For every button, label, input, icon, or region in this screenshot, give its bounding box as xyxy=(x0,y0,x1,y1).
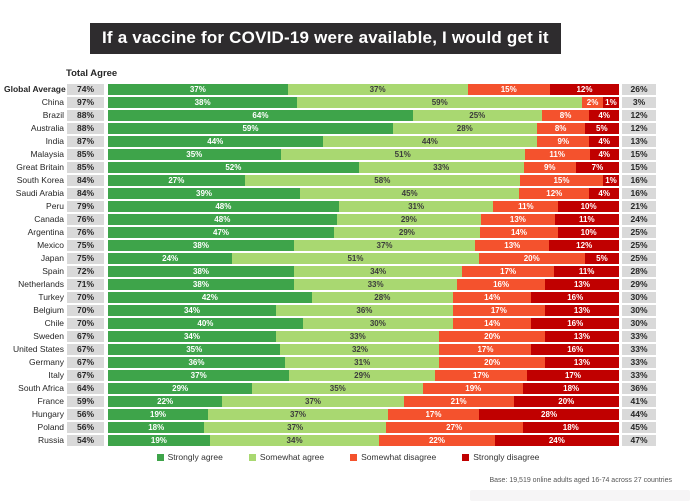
total-agree-value: 74% xyxy=(67,84,104,95)
total-disagree-value: 15% xyxy=(622,149,656,160)
chart-row xyxy=(4,123,656,134)
total-agree-value: 56% xyxy=(67,409,104,420)
total-agree-value: 59% xyxy=(67,396,104,407)
bar-segment-strongly-agree: 47% xyxy=(108,227,334,238)
total-agree-value: 56% xyxy=(67,422,104,433)
stacked-bar xyxy=(108,123,619,134)
total-disagree-value: 25% xyxy=(622,240,656,251)
stacked-bar xyxy=(108,227,619,238)
bar-segment-somewhat-agree: 58% xyxy=(245,175,520,186)
bar-segment-somewhat-agree: 36% xyxy=(276,305,453,316)
bar-segment-somewhat-disagree: 16% xyxy=(457,279,545,290)
bar-segment-strongly-agree: 39% xyxy=(108,188,300,199)
bar-segment-strongly-agree: 27% xyxy=(108,175,245,186)
total-agree-value: 84% xyxy=(67,175,104,186)
total-agree-value: 76% xyxy=(67,227,104,238)
stacked-bar xyxy=(108,409,619,420)
legend-item-strongly-agree xyxy=(157,452,223,462)
stacked-bar xyxy=(108,136,619,147)
country-label: Great Britain xyxy=(16,162,64,172)
bar-segment-somewhat-agree: 31% xyxy=(285,357,440,368)
bar-segment-somewhat-disagree: 13% xyxy=(475,240,549,251)
bar-segment-somewhat-disagree: 14% xyxy=(480,227,559,238)
bar-segment-somewhat-disagree: 12% xyxy=(519,188,589,199)
total-agree-value: 88% xyxy=(67,123,104,134)
stacked-bar xyxy=(108,435,619,446)
total-disagree-value: 33% xyxy=(622,370,656,381)
bar-segment-strongly-agree: 34% xyxy=(108,305,276,316)
bar-segment-strongly-disagree: 4% xyxy=(589,188,619,199)
bar-segment-strongly-disagree: 5% xyxy=(585,123,619,134)
total-disagree-value: 13% xyxy=(622,136,656,147)
total-disagree-value: 25% xyxy=(622,253,656,264)
bar-segment-strongly-disagree: 17% xyxy=(527,370,619,381)
stacked-bar xyxy=(108,331,619,342)
bar-segment-somewhat-agree: 32% xyxy=(280,344,439,355)
chart-row xyxy=(4,331,656,342)
bar-segment-somewhat-agree: 45% xyxy=(300,188,519,199)
base-note: Base: 19,519 online adults aged 16-74 across 27 countries xyxy=(489,477,672,484)
bar-segment-somewhat-agree: 29% xyxy=(289,370,435,381)
chart-legend xyxy=(0,452,696,462)
bar-segment-somewhat-agree: 31% xyxy=(339,201,494,212)
bar-segment-somewhat-agree: 51% xyxy=(232,253,478,264)
total-agree-value: 70% xyxy=(67,292,104,303)
chart-row xyxy=(4,266,656,277)
bar-segment-strongly-agree: 38% xyxy=(108,266,294,277)
bar-segment-somewhat-agree: 29% xyxy=(337,214,481,225)
bar-segment-strongly-agree: 34% xyxy=(108,331,276,342)
bar-segment-strongly-agree: 59% xyxy=(108,123,393,134)
country-label: Japan xyxy=(40,253,64,263)
bar-segment-somewhat-agree: 34% xyxy=(210,435,380,446)
total-agree-value: 70% xyxy=(67,305,104,316)
total-disagree-value: 29% xyxy=(622,279,656,290)
bar-segment-somewhat-disagree: 14% xyxy=(453,318,532,329)
bar-segment-somewhat-disagree: 2% xyxy=(582,97,603,108)
bar-segment-strongly-disagree: 16% xyxy=(531,344,619,355)
bar-segment-strongly-agree: 22% xyxy=(108,396,222,407)
stacked-bar xyxy=(108,357,619,368)
country-label: Saudi Arabia xyxy=(15,188,64,198)
total-disagree-value: 24% xyxy=(622,214,656,225)
bar-segment-strongly-agree: 52% xyxy=(108,162,359,173)
chart-row xyxy=(4,422,656,433)
bar-segment-strongly-agree: 44% xyxy=(108,136,323,147)
bar-segment-strongly-disagree: 11% xyxy=(555,214,619,225)
chart-row xyxy=(4,136,656,147)
country-label: Peru xyxy=(46,201,64,211)
legend-label: Somewhat disagree xyxy=(361,452,437,462)
total-agree-value: 76% xyxy=(67,214,104,225)
chart-row xyxy=(4,175,656,186)
stacked-bar xyxy=(108,279,619,290)
bar-segment-strongly-disagree: 11% xyxy=(554,266,619,277)
country-label: Turkey xyxy=(38,292,64,302)
cropped-panel-edge xyxy=(470,490,690,501)
country-label: South Africa xyxy=(18,383,64,393)
total-disagree-value: 16% xyxy=(622,188,656,199)
country-label: Argentina xyxy=(27,227,64,237)
total-disagree-value: 33% xyxy=(622,331,656,342)
bar-segment-somewhat-agree: 51% xyxy=(281,149,525,160)
somewhat-disagree-swatch-icon xyxy=(350,454,357,461)
total-agree-value: 85% xyxy=(67,149,104,160)
country-label: India xyxy=(45,136,64,146)
total-agree-value: 84% xyxy=(67,188,104,199)
total-agree-column-header: Total Agree xyxy=(66,68,118,79)
chart-row xyxy=(4,97,656,108)
total-agree-value: 79% xyxy=(67,201,104,212)
bar-segment-strongly-disagree: 16% xyxy=(531,292,619,303)
bar-segment-somewhat-disagree: 9% xyxy=(524,162,576,173)
chart-row xyxy=(4,370,656,381)
bar-segment-strongly-agree: 42% xyxy=(108,292,312,303)
bar-segment-strongly-disagree: 4% xyxy=(590,149,619,160)
bar-segment-somewhat-disagree: 20% xyxy=(479,253,585,264)
country-label: Germany xyxy=(29,357,64,367)
bar-segment-strongly-disagree: 16% xyxy=(531,318,619,329)
bar-segment-strongly-agree: 64% xyxy=(108,110,413,121)
total-agree-value: 75% xyxy=(67,253,104,264)
bar-segment-somewhat-agree: 37% xyxy=(294,240,475,251)
chart-row xyxy=(4,396,656,407)
total-agree-value: 71% xyxy=(67,279,104,290)
chart-row xyxy=(4,279,656,290)
stacked-bar xyxy=(108,370,619,381)
total-agree-value: 67% xyxy=(67,370,104,381)
country-label: Sweden xyxy=(33,331,64,341)
stacked-bar xyxy=(108,214,619,225)
chart-title: If a vaccine for COVID-19 were available, I would get it xyxy=(90,23,561,54)
bar-segment-strongly-disagree: 1% xyxy=(603,175,619,186)
bar-segment-somewhat-disagree: 8% xyxy=(542,110,590,121)
total-disagree-value: 36% xyxy=(622,383,656,394)
bar-segment-strongly-disagree: 18% xyxy=(523,383,619,394)
bar-segment-strongly-disagree: 10% xyxy=(558,227,619,238)
country-label: Russia xyxy=(38,435,64,445)
stacked-bar xyxy=(108,318,619,329)
bar-segment-somewhat-disagree: 15% xyxy=(468,84,550,95)
bar-segment-strongly-disagree: 10% xyxy=(558,201,619,212)
bar-segment-somewhat-agree: 33% xyxy=(276,331,440,342)
stacked-bar xyxy=(108,396,619,407)
bar-segment-strongly-agree: 48% xyxy=(108,214,337,225)
bar-segment-strongly-disagree: 13% xyxy=(545,357,619,368)
bar-segment-somewhat-disagree: 15% xyxy=(520,175,603,186)
bar-segment-somewhat-disagree: 17% xyxy=(388,409,479,420)
legend-item-somewhat-disagree xyxy=(350,452,436,462)
legend-item-strongly-disagree xyxy=(462,452,539,462)
bar-segment-strongly-disagree: 24% xyxy=(495,435,619,446)
chart-row xyxy=(4,305,656,316)
country-label: Chile xyxy=(44,318,64,328)
bar-segment-somewhat-disagree: 17% xyxy=(439,344,531,355)
total-disagree-value: 33% xyxy=(622,344,656,355)
legend-label: Strongly disagree xyxy=(473,452,540,462)
bar-segment-strongly-agree: 36% xyxy=(108,357,285,368)
bar-segment-somewhat-disagree: 8% xyxy=(537,123,585,134)
country-label: China xyxy=(41,97,64,107)
bar-segment-strongly-disagree: 7% xyxy=(576,162,619,173)
total-disagree-value: 16% xyxy=(622,175,656,186)
total-agree-value: 88% xyxy=(67,110,104,121)
bar-segment-somewhat-disagree: 9% xyxy=(537,136,589,147)
bar-segment-strongly-disagree: 12% xyxy=(549,240,619,251)
country-label: Canada xyxy=(34,214,64,224)
bar-segment-somewhat-agree: 59% xyxy=(297,97,582,108)
total-disagree-value: 33% xyxy=(622,357,656,368)
chart-row xyxy=(4,201,656,212)
chart-row xyxy=(4,357,656,368)
total-agree-value: 70% xyxy=(67,318,104,329)
somewhat-agree-swatch-icon xyxy=(249,454,256,461)
total-agree-value: 67% xyxy=(67,331,104,342)
stacked-bar xyxy=(108,422,619,433)
chart-row xyxy=(4,227,656,238)
stacked-bar xyxy=(108,201,619,212)
total-disagree-value: 26% xyxy=(622,84,656,95)
country-label: Brazil xyxy=(42,110,64,120)
bar-segment-somewhat-disagree: 17% xyxy=(435,370,527,381)
legend-item-somewhat-agree xyxy=(249,452,324,462)
total-disagree-value: 15% xyxy=(622,162,656,173)
stacked-bar-chart xyxy=(4,84,656,448)
bar-segment-strongly-disagree: 1% xyxy=(603,97,619,108)
total-agree-value: 97% xyxy=(67,97,104,108)
total-disagree-value: 21% xyxy=(622,201,656,212)
bar-segment-somewhat-disagree: 17% xyxy=(462,266,554,277)
bar-segment-strongly-agree: 38% xyxy=(108,279,294,290)
bar-segment-strongly-disagree: 13% xyxy=(545,305,619,316)
strongly-agree-swatch-icon xyxy=(157,454,164,461)
country-label: United States xyxy=(12,344,64,354)
total-disagree-value: 47% xyxy=(622,435,656,446)
bar-segment-strongly-agree: 37% xyxy=(108,370,289,381)
chart-row xyxy=(4,188,656,199)
bar-segment-strongly-agree: 19% xyxy=(108,435,210,446)
bar-segment-somewhat-disagree: 27% xyxy=(386,422,523,433)
bar-segment-somewhat-disagree: 14% xyxy=(453,292,532,303)
bar-segment-somewhat-agree: 37% xyxy=(204,422,385,433)
bar-segment-somewhat-disagree: 20% xyxy=(439,357,544,368)
country-label: South Korea xyxy=(16,175,64,185)
bar-segment-somewhat-disagree: 22% xyxy=(379,435,494,446)
bar-segment-somewhat-agree: 25% xyxy=(413,110,542,121)
bar-segment-strongly-disagree: 5% xyxy=(585,253,619,264)
stacked-bar xyxy=(108,149,619,160)
country-label: Hungary xyxy=(31,409,64,419)
total-disagree-value: 28% xyxy=(622,266,656,277)
total-disagree-value: 30% xyxy=(622,292,656,303)
bar-segment-strongly-agree: 24% xyxy=(108,253,232,264)
chart-row xyxy=(4,149,656,160)
country-label: Spain xyxy=(42,266,64,276)
stacked-bar xyxy=(108,110,619,121)
bar-segment-somewhat-agree: 37% xyxy=(222,396,403,407)
chart-row xyxy=(4,84,656,95)
chart-row xyxy=(4,110,656,121)
total-disagree-value: 44% xyxy=(622,409,656,420)
bar-segment-somewhat-disagree: 19% xyxy=(423,383,523,394)
bar-segment-somewhat-agree: 28% xyxy=(312,292,453,303)
bar-segment-somewhat-agree: 37% xyxy=(288,84,468,95)
bar-segment-somewhat-disagree: 11% xyxy=(525,149,590,160)
country-label: Belgium xyxy=(33,305,64,315)
chart-row xyxy=(4,383,656,394)
chart-row xyxy=(4,435,656,446)
bar-segment-strongly-agree: 35% xyxy=(108,149,281,160)
country-label: Italy xyxy=(48,370,64,380)
bar-segment-strongly-disagree: 13% xyxy=(545,279,619,290)
stacked-bar xyxy=(108,344,619,355)
bar-segment-strongly-agree: 18% xyxy=(108,422,204,433)
bar-segment-strongly-disagree: 12% xyxy=(550,84,619,95)
bar-segment-somewhat-disagree: 21% xyxy=(404,396,514,407)
stacked-bar xyxy=(108,162,619,173)
chart-row xyxy=(4,253,656,264)
strongly-disagree-swatch-icon xyxy=(462,454,469,461)
bar-segment-somewhat-disagree: 11% xyxy=(493,201,558,212)
chart-row xyxy=(4,318,656,329)
stacked-bar xyxy=(108,253,619,264)
bar-segment-somewhat-agree: 44% xyxy=(323,136,538,147)
total-disagree-value: 45% xyxy=(622,422,656,433)
total-agree-value: 85% xyxy=(67,162,104,173)
country-label: Australia xyxy=(30,123,64,133)
total-disagree-value: 41% xyxy=(622,396,656,407)
bar-segment-strongly-disagree: 18% xyxy=(523,422,619,433)
bar-segment-somewhat-agree: 34% xyxy=(294,266,462,277)
bar-segment-somewhat-agree: 37% xyxy=(208,409,388,420)
bar-segment-strongly-disagree: 13% xyxy=(545,331,619,342)
total-disagree-value: 25% xyxy=(622,227,656,238)
total-disagree-value: 12% xyxy=(622,123,656,134)
total-agree-value: 75% xyxy=(67,240,104,251)
bar-segment-somewhat-agree: 30% xyxy=(303,318,453,329)
total-disagree-value: 3% xyxy=(622,97,656,108)
total-agree-value: 72% xyxy=(67,266,104,277)
total-agree-value: 87% xyxy=(67,136,104,147)
bar-segment-strongly-agree: 48% xyxy=(108,201,339,212)
stacked-bar xyxy=(108,266,619,277)
country-label: Netherlands xyxy=(18,279,64,289)
chart-row xyxy=(4,162,656,173)
stacked-bar xyxy=(108,292,619,303)
stacked-bar xyxy=(108,305,619,316)
bar-segment-somewhat-agree: 33% xyxy=(294,279,458,290)
bar-segment-somewhat-agree: 35% xyxy=(252,383,423,394)
bar-segment-somewhat-agree: 33% xyxy=(359,162,524,173)
total-agree-value: 54% xyxy=(67,435,104,446)
chart-row xyxy=(4,409,656,420)
bar-segment-somewhat-disagree: 20% xyxy=(439,331,544,342)
stacked-bar xyxy=(108,240,619,251)
stacked-bar xyxy=(108,175,619,186)
country-label: Mexico xyxy=(37,240,64,250)
bar-segment-somewhat-agree: 28% xyxy=(393,123,537,134)
bar-segment-strongly-agree: 29% xyxy=(108,383,252,394)
chart-row xyxy=(4,214,656,225)
country-label: Poland xyxy=(37,422,64,432)
stacked-bar xyxy=(108,383,619,394)
total-agree-value: 64% xyxy=(67,383,104,394)
country-label: Malaysia xyxy=(30,149,64,159)
total-agree-value: 67% xyxy=(67,357,104,368)
bar-segment-strongly-agree: 40% xyxy=(108,318,303,329)
bar-segment-strongly-agree: 38% xyxy=(108,97,297,108)
bar-segment-strongly-disagree: 4% xyxy=(589,110,619,121)
bar-segment-strongly-disagree: 28% xyxy=(479,409,619,420)
bar-segment-strongly-disagree: 4% xyxy=(589,136,619,147)
bar-segment-strongly-agree: 37% xyxy=(108,84,288,95)
chart-row xyxy=(4,240,656,251)
total-agree-value: 67% xyxy=(67,344,104,355)
bar-segment-strongly-agree: 38% xyxy=(108,240,294,251)
legend-label: Strongly agree xyxy=(167,452,223,462)
bar-segment-strongly-agree: 19% xyxy=(108,409,208,420)
total-disagree-value: 30% xyxy=(622,318,656,329)
bar-segment-strongly-agree: 35% xyxy=(108,344,280,355)
total-disagree-value: 30% xyxy=(622,305,656,316)
stacked-bar xyxy=(108,188,619,199)
chart-row xyxy=(4,344,656,355)
stacked-bar xyxy=(108,84,619,95)
bar-segment-somewhat-agree: 29% xyxy=(334,227,480,238)
total-disagree-value: 12% xyxy=(622,110,656,121)
bar-segment-somewhat-disagree: 13% xyxy=(481,214,555,225)
chart-row xyxy=(4,292,656,303)
bar-segment-somewhat-disagree: 17% xyxy=(453,305,545,316)
country-label: France xyxy=(37,396,64,406)
bar-segment-strongly-disagree: 20% xyxy=(514,396,619,407)
stacked-bar xyxy=(108,97,619,108)
country-label: Global Average xyxy=(4,84,66,94)
legend-label: Somewhat agree xyxy=(259,452,325,462)
